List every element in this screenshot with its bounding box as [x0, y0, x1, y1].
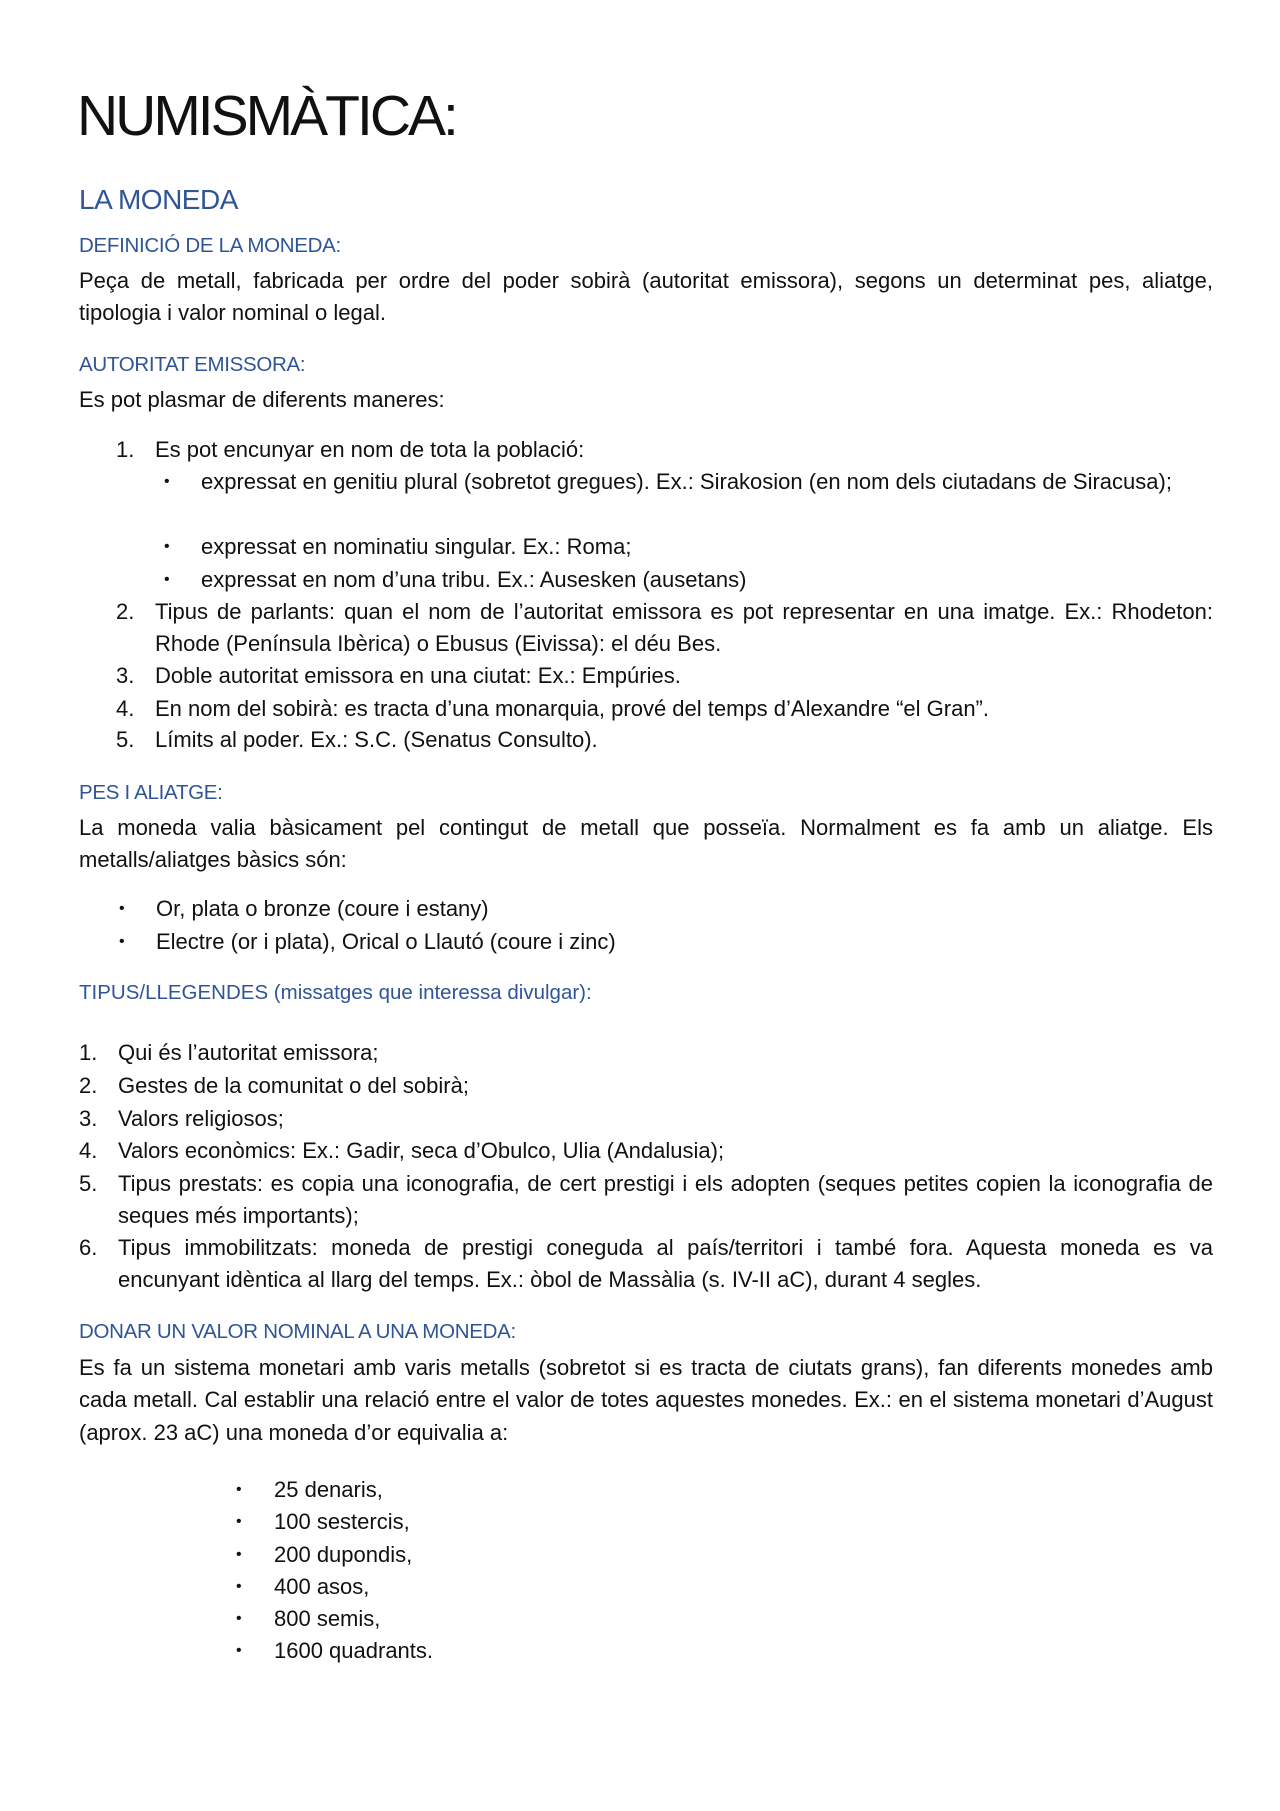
bullet-icon: •	[164, 538, 170, 555]
item-text: 1600 quadrants.	[274, 1638, 434, 1663]
item-text: Qui és l’autoritat emissora;	[118, 1040, 379, 1065]
list-item	[119, 926, 1213, 958]
list-item	[116, 434, 1213, 466]
list-item	[79, 1070, 1213, 1102]
item-text: Doble autoritat emissora en una ciutat: Ex.: Empúries.	[155, 663, 681, 688]
item-text: Gestes de la comunitat o del sobirà;	[118, 1073, 469, 1098]
page-title: NUMISMÀTICA:	[77, 84, 456, 148]
item-text: En nom del sobirà: es tracta d’una monarquia, prové del temps d’Alexandre “el Gran”.	[155, 696, 989, 721]
bullet-icon: •	[119, 900, 125, 917]
list-item	[236, 1506, 836, 1538]
item-text: 100 sestercis,	[274, 1509, 410, 1534]
item-text: Tipus prestats: es copia una iconografia, de cert prestigi i els adopten (seques petites copien la iconografia de seques més importants);	[118, 1171, 1213, 1229]
bullet-icon: •	[236, 1578, 242, 1595]
heading-tipus: TIPUS/LLEGENDES (missatges que interessa divulgar):	[79, 981, 592, 1004]
item-text: Or, plata o bronze (coure i estany)	[156, 896, 489, 921]
section-heading: LA MONEDA	[79, 184, 238, 215]
item-number: 5.	[79, 1171, 98, 1196]
list-item	[236, 1635, 836, 1667]
item-number: 2.	[79, 1073, 98, 1098]
item-text: expressat en nominatiu singular. Ex.: Roma;	[201, 534, 632, 559]
item-text: Tipus immobilitzats: moneda de prestigi coneguda al país/territori i també fora. Aquesta moneda es va encunyant idèntica al llarg del temps. Ex.: òbol de Massàlia (s. IV-II aC), durant 4 segles.	[118, 1235, 1213, 1293]
item-number: 1.	[79, 1040, 98, 1065]
list-item	[79, 1103, 1213, 1135]
autoritat-intro: Es pot plasmar de diferents maneres:	[79, 387, 445, 412]
item-number: 4.	[116, 696, 135, 721]
pes-text: La moneda valia bàsicament pel contingut de metall que posseïa. Normalment es fa amb un aliatge. Els metalls/aliatges bàsics són:	[79, 815, 1213, 873]
item-text: Es pot encunyar en nom de tota la població:	[155, 437, 585, 462]
bullet-icon: •	[236, 1610, 242, 1627]
item-text: Valors religiosos;	[118, 1106, 284, 1131]
heading-valor: DONAR UN VALOR NOMINAL A UNA MONEDA:	[79, 1320, 516, 1343]
list-item	[236, 1571, 836, 1603]
list-item	[116, 660, 1213, 692]
valor-text: Es fa un sistema monetari amb varis metalls (sobretot si es tracta de ciutats grans), fan diferents monedes amb cada metall. Cal establir una relació entre el valor de totes aquestes monedes. Ex.: en el sistema monetari d’August (aprox. 23 aC) una moneda d’or equivalia a:	[79, 1355, 1213, 1445]
list-item	[79, 1232, 1213, 1297]
list-item	[119, 893, 1213, 925]
item-number: 1.	[116, 437, 135, 462]
list-item	[79, 1037, 1213, 1069]
item-text: Tipus de parlants: quan el nom de l’autoritat emissora es pot representar en una imatge. Ex.: Rhodeton: Rhode (Península Ibèrica) o Ebusus (Eivissa): el déu Bes.	[155, 599, 1213, 657]
item-text: Valors econòmics: Ex.: Gadir, seca d’Obulco, Ulia (Andalusia);	[118, 1138, 725, 1163]
list-item	[116, 693, 1213, 725]
heading-definicio: DEFINICIÓ DE LA MONEDA:	[79, 234, 341, 257]
item-number: 4.	[79, 1138, 98, 1163]
list-item	[236, 1474, 836, 1506]
item-text: expressat en nom d’una tribu. Ex.: Ausesken (ausetans)	[201, 567, 747, 592]
list-item	[116, 724, 1213, 756]
item-number: 6.	[79, 1235, 98, 1260]
item-text: Electre (or i plata), Orical o Llautó (coure i zinc)	[156, 929, 616, 954]
sub-list-item	[164, 564, 1213, 596]
bullet-icon: •	[236, 1513, 242, 1530]
item-number: 2.	[116, 599, 135, 624]
item-text: 800 semis,	[274, 1606, 381, 1631]
bullet-icon: •	[119, 933, 125, 950]
item-number: 5.	[116, 727, 135, 752]
list-item	[236, 1603, 836, 1635]
bullet-icon: •	[164, 473, 170, 490]
bullet-icon: •	[236, 1481, 242, 1498]
sub-list-item	[164, 466, 1213, 498]
list-item	[79, 1168, 1213, 1233]
bullet-icon: •	[236, 1546, 242, 1563]
item-number: 3.	[79, 1106, 98, 1131]
bullet-icon: •	[164, 571, 170, 588]
item-text: Límits al poder. Ex.: S.C. (Senatus Consulto).	[155, 727, 598, 752]
bullet-icon: •	[236, 1642, 242, 1659]
item-text: 400 asos,	[274, 1574, 370, 1599]
heading-autoritat: AUTORITAT EMISSORA:	[79, 353, 306, 376]
definicio-text: Peça de metall, fabricada per ordre del poder sobirà (autoritat emissora), segons un determinat pes, aliatge, tipologia i valor nominal o legal.	[79, 268, 1213, 326]
sub-list-item	[164, 531, 1213, 563]
list-item	[79, 1135, 1213, 1167]
list-item	[116, 596, 1213, 661]
item-text: 25 denaris,	[274, 1477, 383, 1502]
heading-pes: PES I ALIATGE:	[79, 781, 223, 804]
list-item	[236, 1539, 836, 1571]
item-text: 200 dupondis,	[274, 1542, 413, 1567]
item-number: 3.	[116, 663, 135, 688]
item-text: expressat en genitiu plural (sobretot gregues). Ex.: Sirakosion (en nom dels ciutadans de Siracusa);	[201, 469, 1172, 494]
